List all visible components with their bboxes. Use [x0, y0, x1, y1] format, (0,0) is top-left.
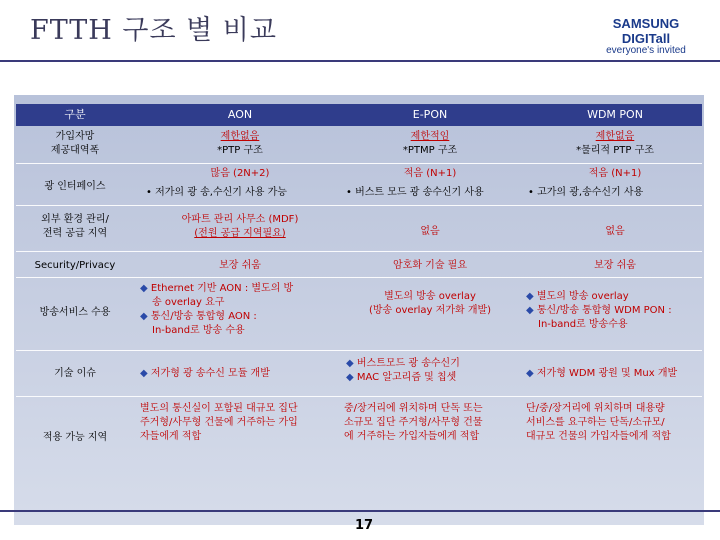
aon-applicable-area: 별도의 통신실이 포함된 대규모 집단 주거형/사무형 건물에 거주하는 가입 자들에게 적합 [140, 403, 298, 442]
row-divider [16, 396, 702, 397]
epon-broadcast: 별도의 방송 overlay (방송 overlay 저가화 개발) [368, 291, 492, 316]
wdm-bandwidth: 제한없음 *물리적 PTP 구조 [576, 131, 654, 156]
aon-broadcast: ◆ Ethernet 기반 AON : 별도의 방 송 overlay 요구 ◆ 통신/방송 통합형 AON : In-band로 방송 수용 [140, 283, 294, 336]
row-label-applicable-area: 적용 가능 지역 [42, 432, 108, 443]
row-divider [16, 251, 702, 252]
page-number: 17 [354, 518, 374, 533]
epon-interface-note: • 버스트 모드 광 송수신기 사용 [346, 187, 484, 198]
diamond-bullet-icon: ◆ [346, 372, 354, 383]
aon-interface-count: 많음 (2N+2) [210, 168, 270, 179]
row-label-security: Security/Privacy [34, 260, 116, 271]
row-divider [16, 350, 702, 351]
row-label-optical-interface: 광 인터페이스 [44, 181, 106, 192]
row-label-broadcast: 방송서비스 수용 [39, 307, 111, 318]
aon-tech-issue: ◆ 저가형 광 송수신 모듈 개발 [140, 368, 270, 379]
diamond-bullet-icon: ◆ [526, 305, 534, 316]
epon-bandwidth: 제한적임 *PTMP 구조 [402, 131, 458, 156]
wdm-broadcast: ◆ 별도의 방송 overlay ◆ 통신/방송 통합형 WDM PON : In-band로 방송수용 [526, 291, 672, 330]
header-aon: AON [227, 108, 253, 121]
row-divider [16, 205, 702, 206]
logo-line1: SAMSUNG DIGITall [612, 16, 680, 46]
wdm-applicable-area: 단/중/장거리에 위치하며 대용량 서비스를 요구하는 단독/소규모/ 대규모 건물의 가입자들에게 적합 [526, 403, 671, 442]
header-category: 구분 [64, 108, 86, 121]
row-divider [16, 277, 702, 278]
wdm-interface-note: • 고가의 광,송수신기 사용 [528, 187, 644, 198]
row-label-power-area: 외부 환경 관리/ 전력 공급 지역 [41, 214, 109, 239]
diamond-bullet-icon: ◆ [526, 368, 534, 379]
diamond-bullet-icon: ◆ [140, 283, 148, 294]
wdm-security: 보장 쉬움 [594, 260, 636, 271]
aon-interface-note: • 저가의 광 송,수신기 사용 가능 [146, 187, 287, 198]
header-epon: E-PON [412, 108, 448, 121]
epon-security: 암호화 기술 필요 [393, 260, 467, 271]
diamond-bullet-icon: ◆ [346, 358, 354, 369]
diamond-bullet-icon: ◆ [140, 368, 148, 379]
row-divider [16, 163, 702, 164]
diamond-bullet-icon: ◆ [526, 291, 534, 302]
diamond-bullet-icon: ◆ [140, 311, 148, 322]
epon-applicable-area: 중/장거리에 위치하며 단독 또는 소규모 집단 주거형/사무형 건물 에 거주하는 가입자들에게 적합 [344, 403, 483, 442]
aon-power-area: 아파트 관리 사무소 (MDF) (전원 공급 지역필요) [181, 214, 299, 239]
wdm-interface-count: 적음 (N+1) [588, 168, 642, 179]
wdm-power-area: 없음 [605, 226, 625, 237]
row-label-bandwidth: 가입자망 제공대역폭 [50, 131, 100, 156]
row-label-tech-issue: 기술 이슈 [54, 368, 96, 379]
aon-bandwidth: 제한없음 *PTP 구조 [217, 131, 263, 156]
samsung-logo [587, 16, 705, 56]
footer-divider [0, 510, 720, 512]
epon-power-area: 없음 [420, 226, 440, 237]
logo-line2: everyone's invited [606, 45, 686, 56]
aon-security: 보장 쉬움 [219, 260, 261, 271]
header-wdm-pon: WDM PON [587, 108, 643, 121]
epon-interface-count: 적음 (N+1) [403, 168, 457, 179]
wdm-tech-issue: ◆ 저가형 WDM 광원 및 Mux 개발 [526, 368, 678, 379]
epon-tech-issue: ◆ 버스트모드 광 송수신기 ◆ MAC 알고리즘 및 칩셋 [346, 358, 460, 383]
title-divider [0, 60, 720, 62]
slide-title: FTTH 구조 별 비교 [30, 15, 277, 46]
